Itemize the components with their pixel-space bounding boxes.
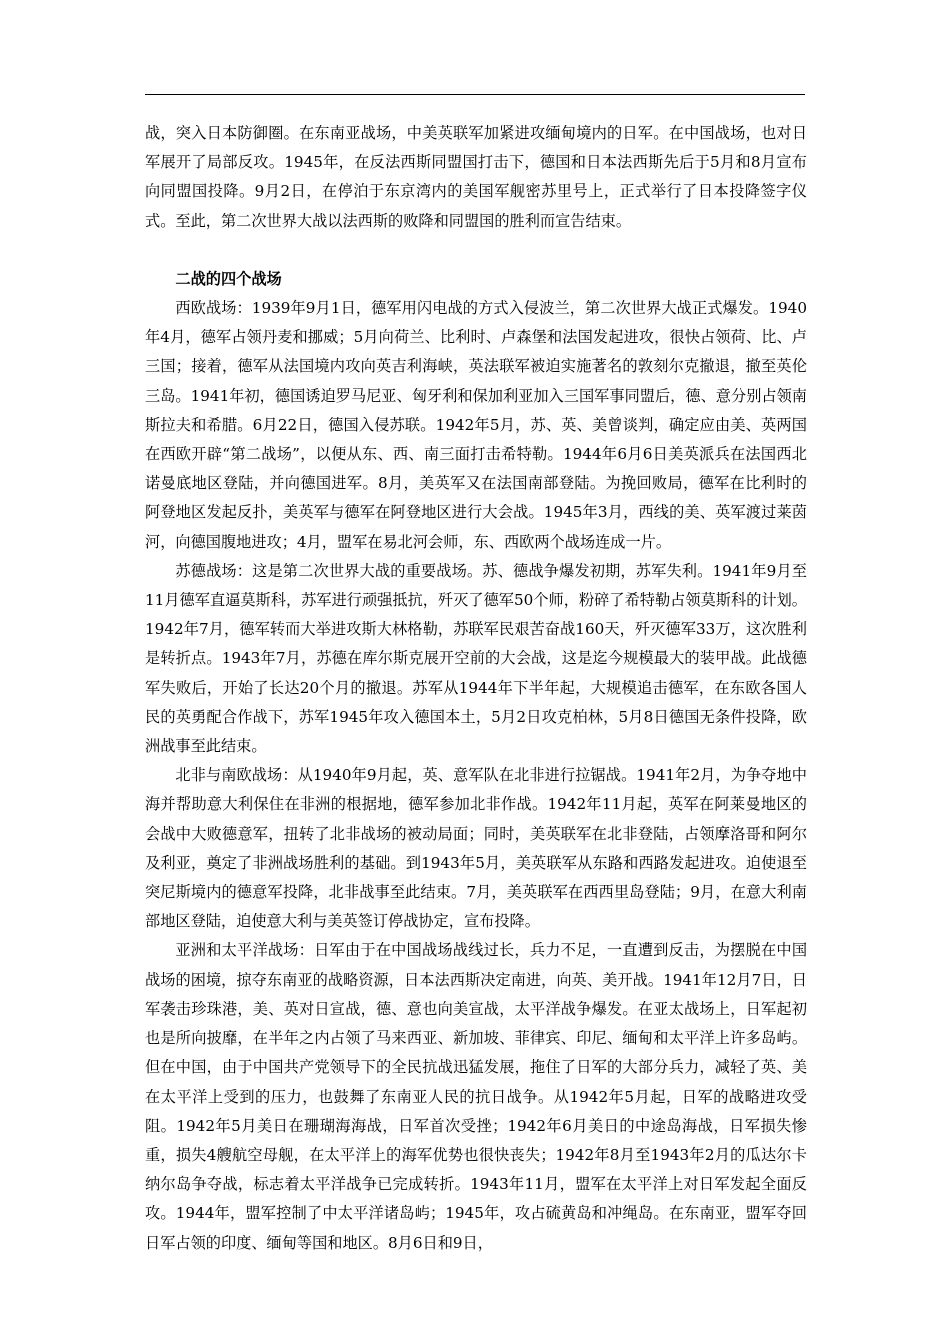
paragraph-spacer <box>145 236 807 265</box>
paragraph-soviet-german: 苏德战场：这是第二次世界大战的重要战场。苏、德战争爆发初期，苏军失利。1941年9月至11月德军直逼莫斯科，苏军进行顽强抵抗，歼灭了德军50个师，粉碎了希特勒占领莫斯科的计划。1942年7月，德军转而大举进攻斯大林格勒，苏联军民艰苦奋战160天，歼灭德军33万，这次胜利是转折点。1943年7月，苏德在库尔斯克展开空前的大会战，这是迄今规模最大的装甲战。此战德军失败后，开始了长达20个月的撤退。苏军从1944年下半年起，大规模追击德军，在东欧各国人民的英勇配合作战下，苏军1945年攻入德国本土，5月2日攻克柏林，5月8日德国无条件投降，欧洲战事至此结束。 <box>145 561 807 756</box>
paragraph-asia-pacific: 亚洲和太平洋战场：日军由于在中国战场战线过长，兵力不足，一直遭到反击，为摆脱在中国战场的困境，掠夺东南亚的战略资源，日本法西斯决定南进，向英、美开战。1941年12月7日，日军袭击珍珠港，美、英对日宣战，德、意也向美宣战，太平洋战争爆发。在亚太战场上，日军起初也是所向披靡，在半年之内占领了马来西亚、新加坡、菲律宾、印尼、缅甸和太平洋上许多岛屿。但在中国，由于中国共产党领导下的全民抗战迅猛发展，拖住了日军的大部分兵力，减轻了英、美在太平洋上受到的压力，也鼓舞了东南亚人民的抗日战争。从1942年5月起，日军的战略进攻受阻。1942年5月美日在珊瑚海海战，日军首次受挫；1942年6月美日的中途岛海战，日军损失惨重，损失4艘航空母舰，在太平洋上的海军优势也很快丧失；1942年8月至1943年2月的瓜达尔卡纳尔岛争夺战，标志着太平洋战争已完成转折。1943年11月，盟军在太平洋上对日军发起全面反攻。1944年，盟军控制了中太平洋诸岛屿；1945年，攻占硫黄岛和冲绳岛。在东南亚，盟军夺回日军占领的印度、缅甸等国和地区。8月6日和9日， <box>145 941 807 1252</box>
intro-paragraph: 战，突入日本防御圈。在东南亚战场，中美英联军加紧进攻缅甸境内的日军。在中国战场，也对日军展开了局部反攻。1945年，在反法西斯同盟国打击下，德国和日本法西斯先后于5月和8月宣布向同盟国投降。9月2日，在停泊于东京湾内的美国军舰密苏里号上，正式举行了日本投降签字仪式。至此，第二次世界大战以法西斯的败降和同盟国的胜利而宣告结束。 <box>145 124 807 230</box>
document-body <box>145 119 807 1258</box>
paragraph-western-europe: 西欧战场：1939年9月1日，德军用闪电战的方式入侵波兰，第二次世界大战正式爆发。1940年4月，德军占领丹麦和挪威；5月向荷兰、比利时、卢森堡和法国发起进攻，很快占领荷、比、卢三国；接着，德军从法国境内攻向英吉利海峡，英法联军被迫实施著名的敦刻尔克撤退，撤至英伦三岛。1941年初，德国诱迫罗马尼亚、匈牙利和保加利亚加入三国军事同盟后，德、意分别占领南斯拉夫和希腊。6月22日，德国入侵苏联。1942年5月，苏、英、美曾谈判，确定应由美、英两国在西欧开辟“第二战场”，以便从东、西、南三面打击希特勒。1944年6月6日美英派兵在法国西北诺曼底地区登陆，并向德国进军。8月，美英军又在法国南部登陆。为挽回败局，德军在比利时的阿登地区发起反扑，美英军与德军在阿登地区进行大会战。1945年3月，西线的美、英军渡过莱茵河，向德国腹地进攻；4月，盟军在易北河会师，东、西欧两个战场连成一片。 <box>145 299 807 551</box>
paragraph-north-africa-south-europe: 北非与南欧战场：从1940年9月起，英、意军队在北非进行拉锯战。1941年2月，为争夺地中海并帮助意大利保住在非洲的根据地，德军参加北非作战。1942年11月起，英军在阿莱曼地区的会战中大败德意军，扭转了北非战场的被动局面；同时，美英联军在北非登陆，占领摩洛哥和阿尔及利亚，奠定了非洲战场胜利的基础。到1943年5月，美英联军从东路和西路发起进攻。迫使退至突尼斯境内的德意军投降，北非战事至此结束。7月，美英联军在西西里岛登陆；9月，在意大利南部地区登陆，迫使意大利与美英签订停战协定，宣布投降。 <box>145 766 807 931</box>
header-rule <box>145 94 805 95</box>
section-title: 二战的四个战场 <box>175 269 282 288</box>
